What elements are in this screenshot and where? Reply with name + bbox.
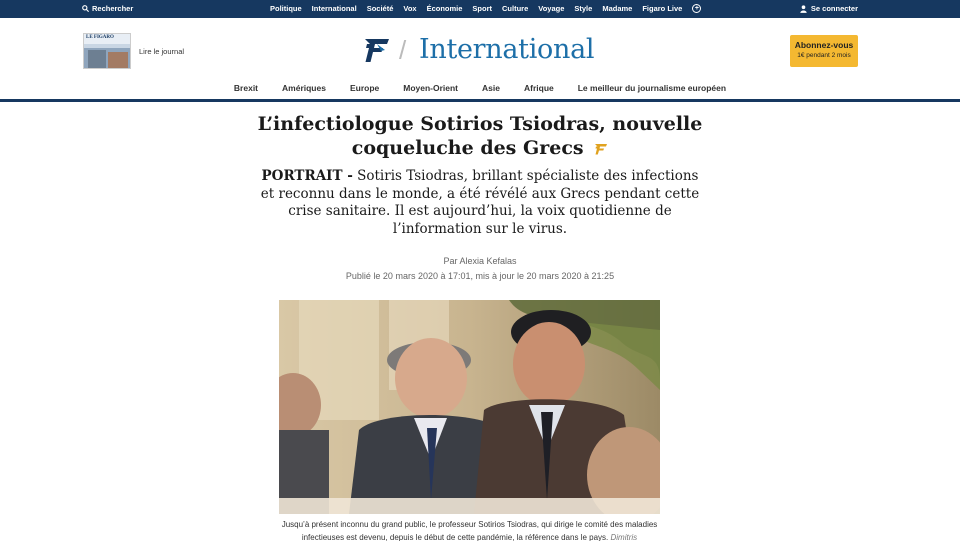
- main-nav: [270, 4, 701, 13]
- photo-credit: Dimitris: [610, 532, 638, 541]
- journal-cover-photo: [88, 50, 106, 68]
- subnav-item-ameriques[interactable]: Amériques: [282, 83, 326, 93]
- subscribe-offer: 1€ pendant 2 mois: [797, 52, 851, 59]
- login-link[interactable]: [800, 4, 858, 13]
- nav-item-sport[interactable]: Sport: [472, 4, 493, 13]
- premium-badge-icon: [594, 143, 608, 155]
- subnav-item-asie[interactable]: Asie: [482, 83, 500, 93]
- nav-item-voyage[interactable]: Voyage: [538, 4, 565, 13]
- lead-label: PORTRAIT -: [261, 168, 353, 184]
- nav-item-societe[interactable]: Société: [366, 4, 394, 13]
- journal-cover-photo: [108, 52, 128, 68]
- article-headline: [230, 112, 730, 160]
- headline-line-2: coqueluche des Grecs: [351, 137, 584, 159]
- top-bar: [0, 0, 960, 18]
- title-separator: /: [399, 35, 407, 65]
- nav-item-madame[interactable]: Madame: [602, 4, 633, 13]
- journal-masthead: LE FIGARO: [86, 35, 114, 40]
- publication-date: Publié le 20 mars 2020 à 17:01, mis à jour le 20 mars 2020 à 21:25: [345, 271, 615, 281]
- subnav-item-journalisme-europeen[interactable]: Le meilleur du journalisme européen: [577, 83, 727, 93]
- subnav-item-europe[interactable]: Europe: [349, 83, 380, 93]
- article-byline: [230, 254, 730, 284]
- headline-line-1: L’infectiologue Sotirios Tsiodras, nouvelle: [257, 113, 703, 135]
- subnav-item-moyen-orient[interactable]: Moyen-Orient: [403, 83, 459, 93]
- nav-item-figaro-live[interactable]: Figaro Live: [642, 4, 683, 13]
- more-sections-icon[interactable]: +: [692, 4, 701, 13]
- journal-cover-thumbnail[interactable]: [83, 33, 131, 69]
- article-lead: [255, 168, 705, 238]
- author-link[interactable]: Par Alexia Kefalas: [443, 256, 517, 266]
- login-label: Se connecter: [810, 4, 858, 13]
- section-title[interactable]: International: [419, 34, 595, 65]
- photo-caption: [279, 519, 660, 541]
- site-header: [0, 18, 960, 80]
- section-subnav: [0, 80, 960, 100]
- nav-item-international[interactable]: International: [311, 4, 357, 13]
- subnav-item-afrique[interactable]: Afrique: [523, 83, 554, 93]
- nav-item-vox[interactable]: Vox: [403, 4, 417, 13]
- nav-item-economie[interactable]: Économie: [426, 4, 463, 13]
- nav-item-style[interactable]: Style: [574, 4, 593, 13]
- nav-item-culture[interactable]: Culture: [502, 4, 529, 13]
- caption-text: Jusqu’à présent inconnu du grand public, le professeur Sotirios Tsiodras, qui dirige le comité des maladies infectieuses est devenu, depuis le début de cette pandémie, la référence dans le pays.: [281, 520, 658, 541]
- read-journal-link[interactable]: Lire le journal: [139, 47, 185, 56]
- search-label: Rechercher: [92, 4, 134, 13]
- search-link[interactable]: [82, 4, 133, 13]
- user-icon: [800, 5, 807, 13]
- search-icon: [82, 5, 89, 12]
- article-photo: [279, 300, 660, 514]
- subnav-item-brexit[interactable]: Brexit: [233, 83, 259, 93]
- header-divider: [0, 99, 960, 102]
- lead-text: Sotiris Tsiodras, brillant spécialiste des infections et reconnu dans le monde, a été révélé aux Grecs pendant cette crise sanitaire. Il est aujourd’hui, la voix quotidienne de l’information sur le virus.: [260, 168, 700, 237]
- subscribe-button[interactable]: [790, 35, 858, 67]
- figaro-logo-icon[interactable]: [363, 36, 391, 64]
- subscribe-title: Abonnez-vous: [794, 40, 854, 50]
- nav-item-politique[interactable]: Politique: [270, 4, 302, 13]
